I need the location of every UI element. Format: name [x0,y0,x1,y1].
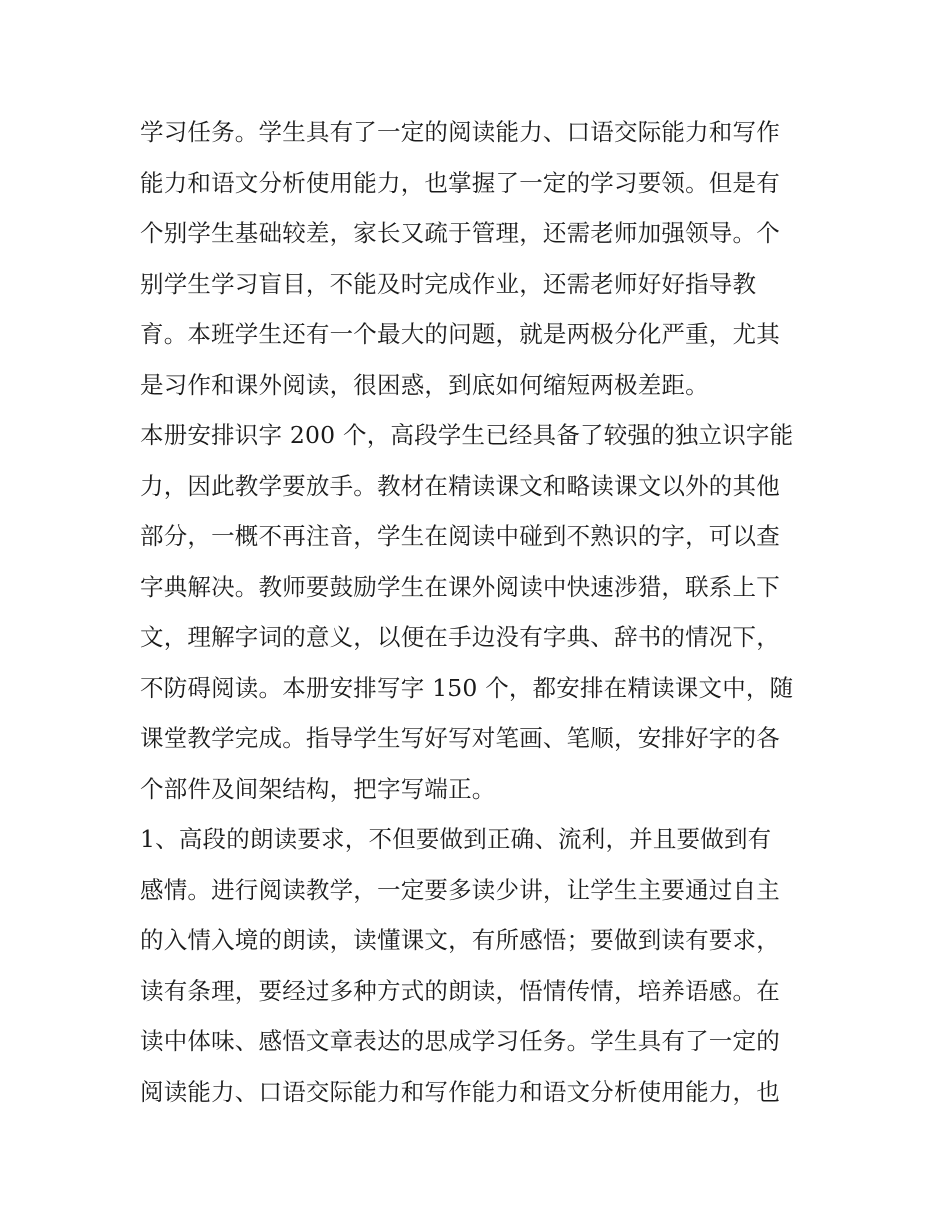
text-line: 部分，一概不再注音，学生在阅读中碰到不熟识的字，可以查 [140,522,780,550]
body-text [140,107,820,1117]
text-line: 是习作和课外阅读，很困惑，到底如何缩短两极差距。 [140,370,709,399]
text-line: 个别学生基础较差，家长又疏于管理，还需老师加强领导。个 [140,219,780,247]
text-line: 个部件及间架结构，把字写端正。 [140,774,496,803]
text-line: 阅读能力、口语交际能力和写作能力和语文分析使用能力，也 [140,1077,780,1106]
text-line: 读有条理，要经过多种方式的朗读，悟情传情，培养语感。在 [140,976,780,1005]
text-line: 不防碍阅读。本册安排写字 150 个，都安排在精读课文中，随 [140,673,794,702]
text-line: 别学生学习盲目，不能及时完成作业，还需老师好好指导教 [140,269,757,298]
text-line: 学习任务。学生具有了一定的阅读能力、口语交际能力和写作 [140,118,780,146]
text-line: 育。本班学生还有一个最大的问题，就是两极分化严重，尤其 [140,320,780,348]
text-line: 力，因此教学要放手。教材在精读课文和略读课文以外的其他 [140,471,780,500]
text-line: 读中体味、感悟文章表达的思成学习任务。学生具有了一定的 [140,1027,780,1055]
text-line: 字典解决。教师要鼓励学生在课外阅读中快速涉猎，联系上下 [140,572,780,601]
text-line: 文，理解字词的意义，以便在手边没有字典、辞书的情况下， [140,623,780,651]
text-line: 感情。进行阅读教学，一定要多读少讲，让学生主要通过自主 [140,875,780,904]
text-line: 1、高段的朗读要求，不但要做到正确、流利，并且要做到有 [140,825,772,853]
text-line: 的入情入境的朗读，读懂课文，有所感悟；要做到读有要求， [140,926,780,954]
text-line: 本册安排识字 200 个，高段学生已经具备了较强的独立识字能 [140,421,794,449]
text-line: 课堂教学完成。指导学生写好写对笔画、笔顺，安排好字的各 [140,724,780,752]
text-line: 能力和语文分析使用能力，也掌握了一定的学习要领。但是有 [140,168,780,197]
